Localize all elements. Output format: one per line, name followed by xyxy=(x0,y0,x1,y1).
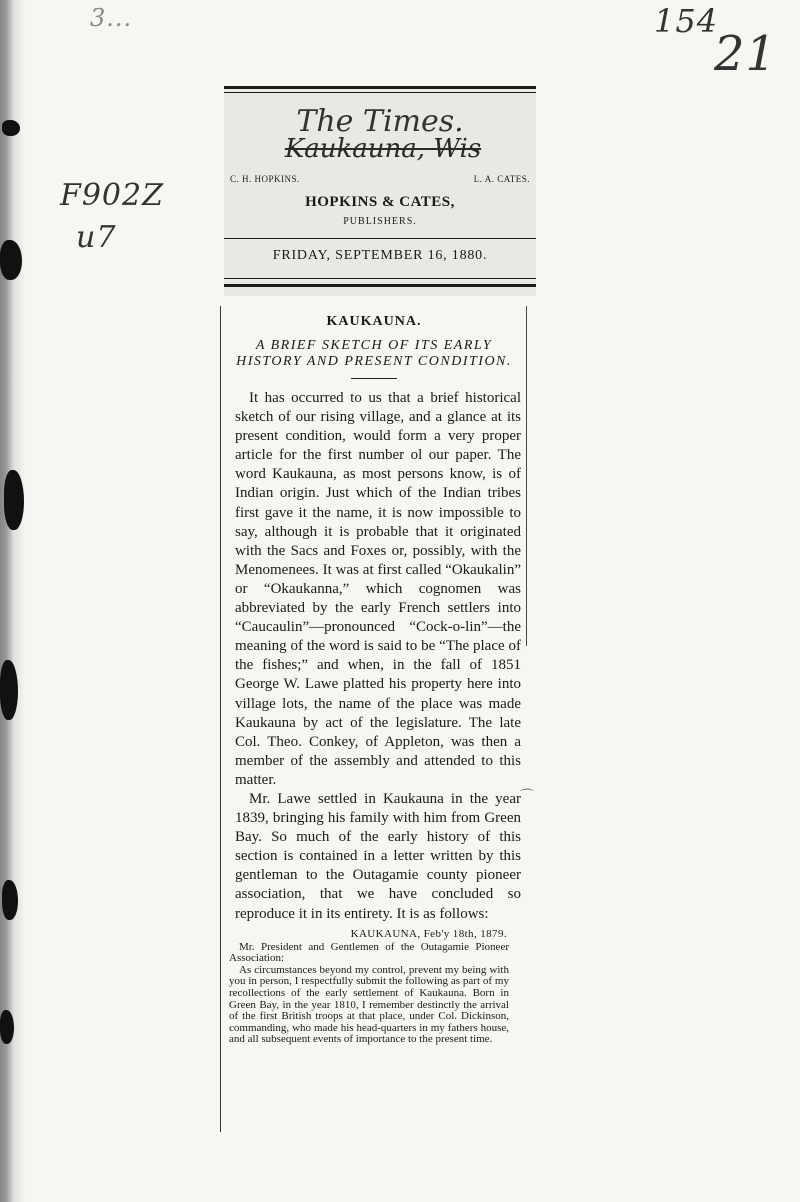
masthead-bottom-rule-thin xyxy=(224,278,536,279)
masthead-top-rule-thin xyxy=(224,92,536,93)
publishers-label: PUBLISHERS. xyxy=(343,216,417,227)
ink-blot xyxy=(0,660,18,720)
ink-blot xyxy=(0,1010,14,1044)
issue-date: FRIDAY, SEPTEMBER 16, 1880. xyxy=(272,248,488,263)
ink-blot xyxy=(2,880,18,920)
masthead-top-rule xyxy=(224,86,536,89)
article-paragraph: It has occurred to us that a brief historical sketch of our rising village, and a glance at its present condition, would form a very proper article for the first number ol our paper. The word Kaukauna, as most persons know, is of Indian origin. Just which of the Indian tribes first gave it the name, it is now impossible to say, although it is probable that it originated with the Sacs and Foxes or, possibly, with the Menomenees. It was at first called “Okaukalin” or “Okaukanna,” which cognomen was abbreviated by the early French settlers into “Caucaulin”—pronounced “Cock-o-lin”—the meaning of the word is said to be “The place of the fishes;” and when, in the fall of 1851 George W. Lawe platted his property here into village lots, the name of the place was made Kaukauna by act of the legislature. The late Col. Theo. Conkey, of Appleton, was then a member of the assembly and attended to this matter. xyxy=(235,390,521,788)
letter xyxy=(229,942,509,1046)
handwritten-page-number: 21 xyxy=(714,26,778,82)
ink-blot xyxy=(4,470,24,530)
handwritten-catalog-number: F902Z xyxy=(60,178,164,213)
article-paragraph: Mr. Lawe settled in Kaukauna in the year 1839, bringing his family with him from Green Bay. So much of the early history of this section is contained in a letter written by this gentleman to the Outagamie county pioneer association, that we have concluded so reproduce it in its entirety. It is as follows: xyxy=(235,790,521,922)
paper-title: The Times. xyxy=(296,104,464,139)
masthead-bottom-rule xyxy=(224,284,536,287)
margin-mark: ⌒ xyxy=(520,790,534,805)
ink-blot xyxy=(2,120,20,136)
letter-salutation: Mr. President and Gentlemen of the Outagamie Pioneer Association: xyxy=(229,940,509,965)
letter-dateline: KAUKAUNA, Feb'y 18th, 1879. xyxy=(350,927,507,940)
publisher-left-name: C. H. HOPKINS. xyxy=(230,174,300,184)
handwritten-page-number: 154 xyxy=(654,2,719,40)
article-body xyxy=(235,389,521,924)
article-subhead: A BRIEF SKETCH OF ITS EARLY HISTORY AND PRESENT CONDITION. xyxy=(236,338,512,369)
struck-place-name: Kaukauna, Wis xyxy=(284,134,482,164)
letter-body: As circumstances beyond my control, prevent my being with you in person, I respectfully submit the following as part of my recollections of the early settlement of Kaukauna. Born in Green Bay, in the year 1810, I remember destinctly the arrival of the first British troops at that place, under Col. Dickinson, commanding, who made his head-quarters in my fathers house, and all subsequent events of importance to the present time. xyxy=(229,963,509,1046)
newspaper-masthead xyxy=(224,86,536,296)
ink-blot xyxy=(0,240,22,280)
dateline-rule xyxy=(224,238,536,239)
headline-divider xyxy=(351,378,397,379)
handwritten-catalog-number: u7 xyxy=(76,220,117,255)
handwritten-note: 3... xyxy=(90,4,133,32)
article-column xyxy=(220,306,527,1132)
publisher-right-name: L. A. CATES. xyxy=(473,174,530,184)
article-headline: KAUKAUNA. xyxy=(326,314,422,329)
publishers-name: HOPKINS & CATES, xyxy=(305,194,455,210)
